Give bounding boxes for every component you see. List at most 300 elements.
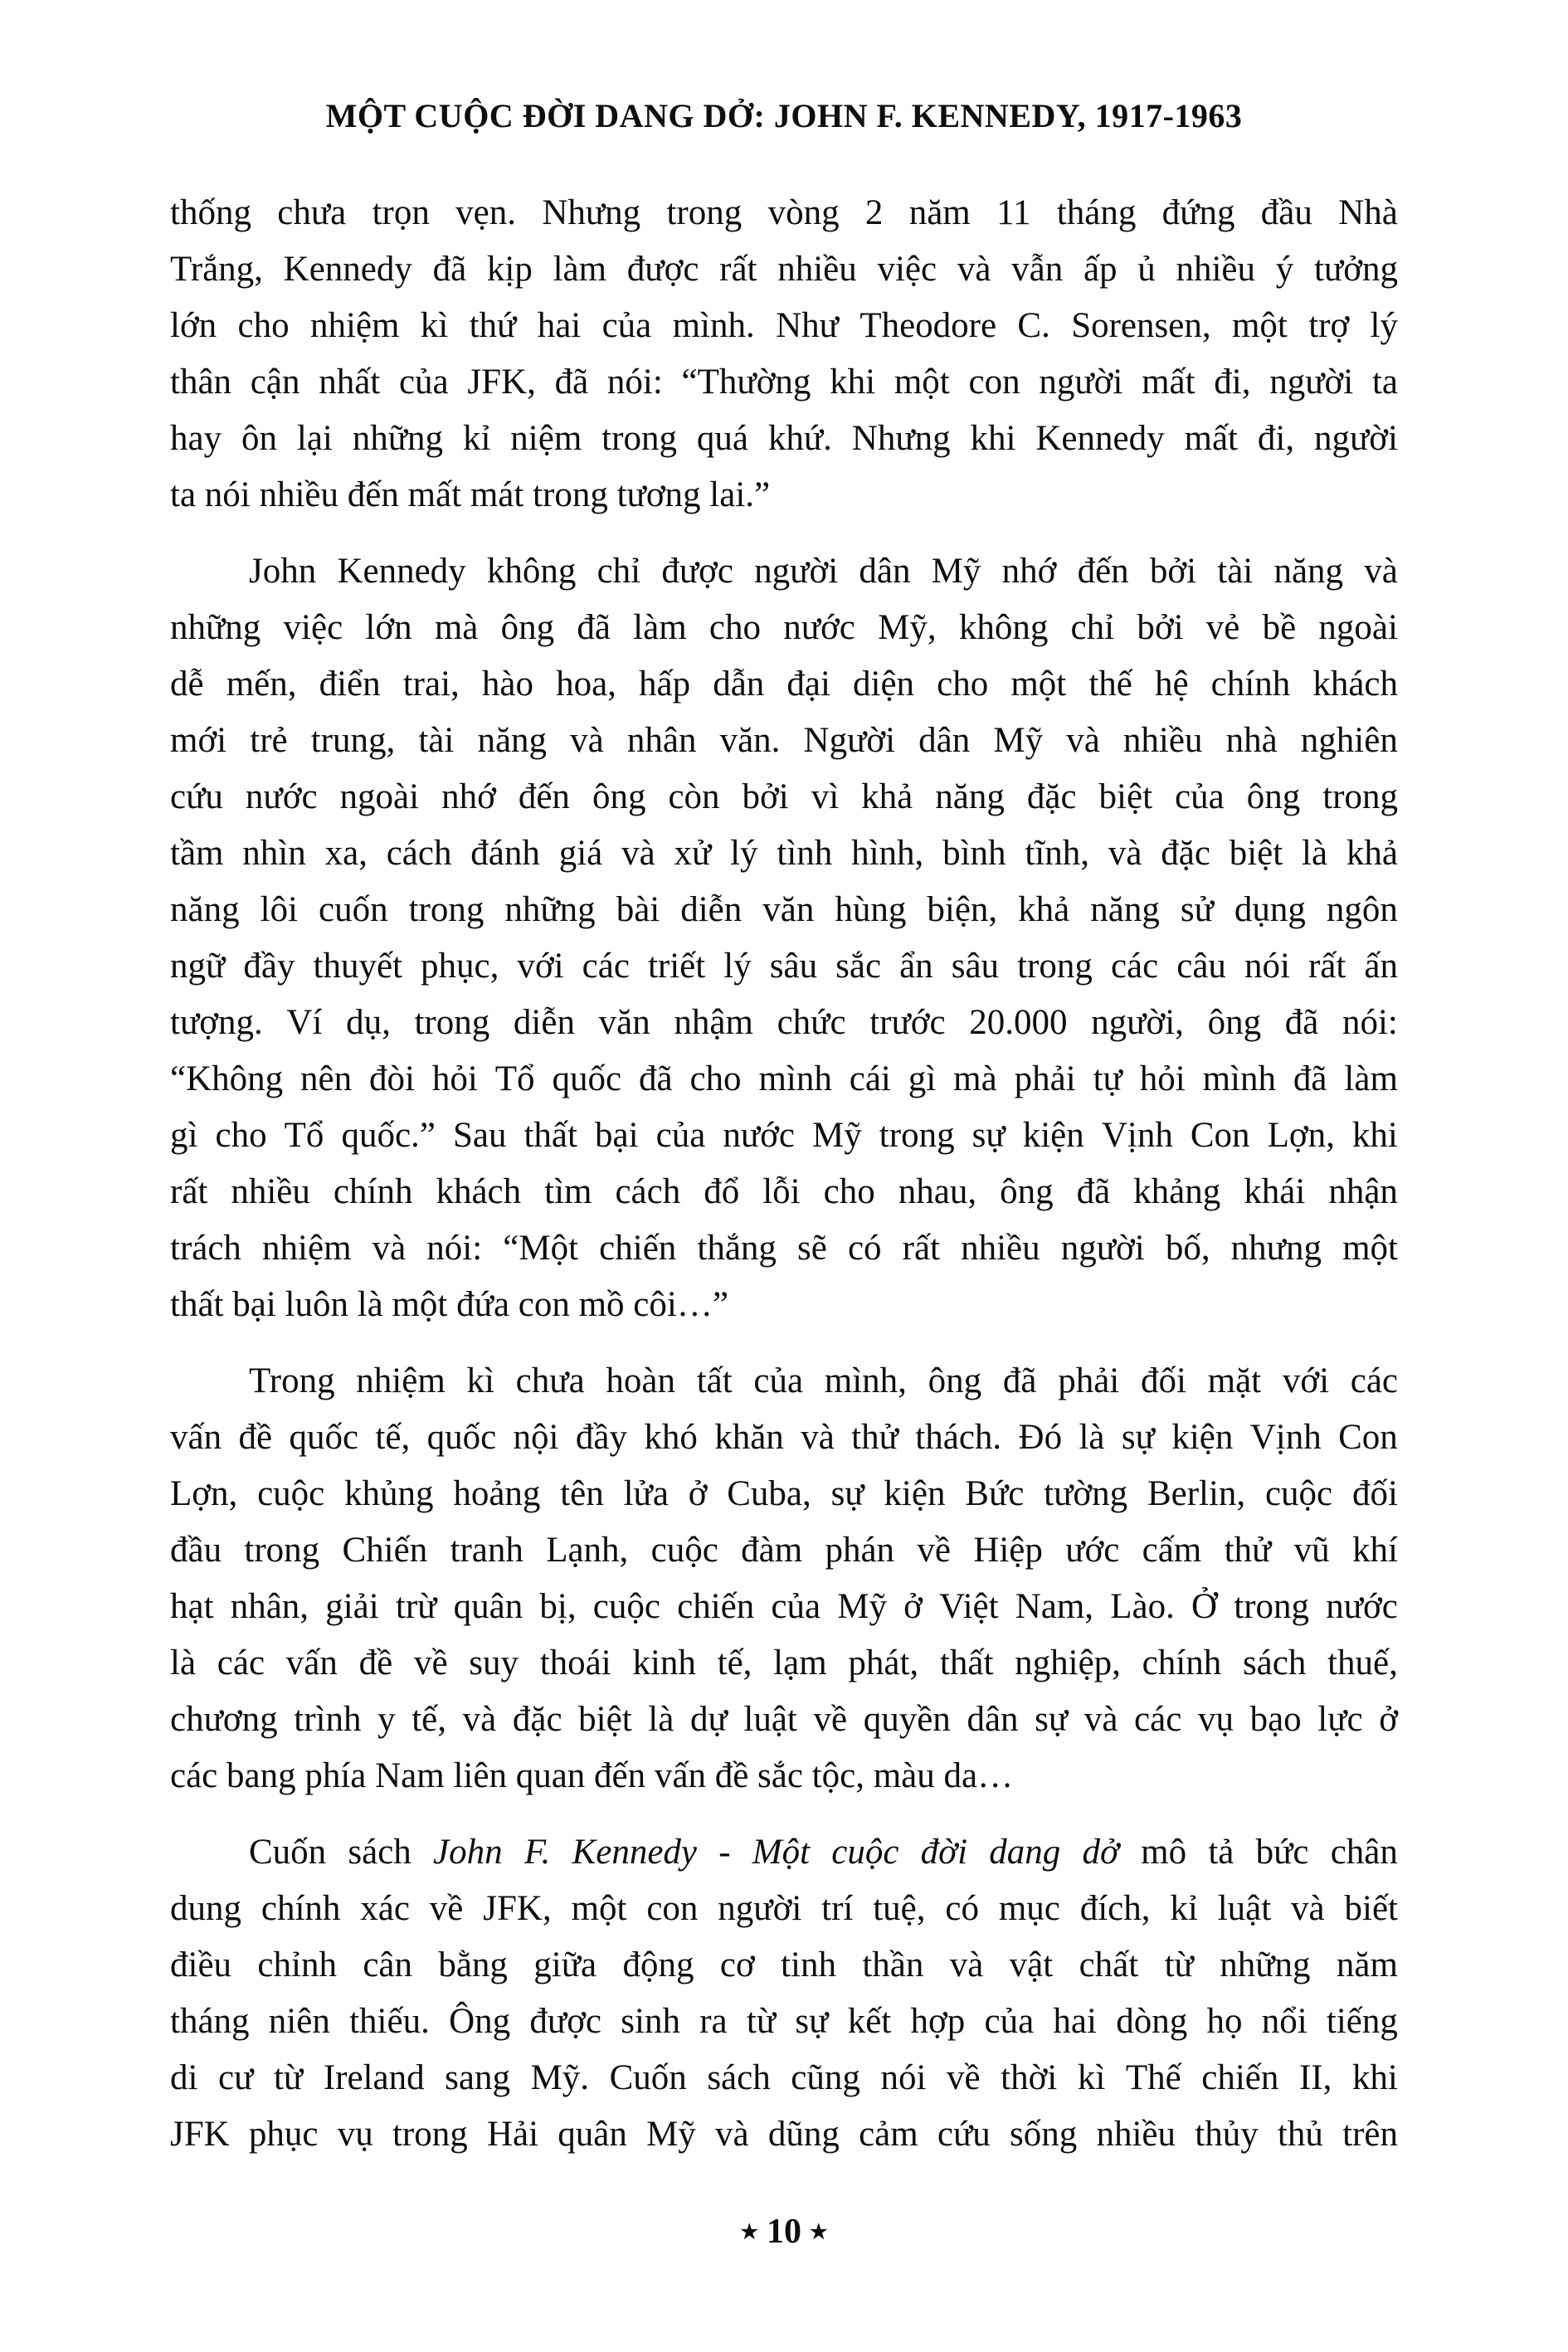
word: nhìn [242,834,306,873]
body-text [170,185,1398,2163]
word: sử [1180,890,1214,929]
word: biện, [927,890,998,929]
word: đối [1351,1474,1398,1513]
word: vật [1009,1945,1054,1984]
word: thủy [1195,2115,1259,2154]
word: nghiên [1300,721,1398,760]
word: di [170,2058,198,2097]
word: cận [250,363,300,402]
word: trong [392,2115,468,2154]
word: tế, [717,1643,752,1682]
word: thuyết [313,947,402,986]
text-line [170,825,1398,882]
word: cho [823,1172,875,1211]
word: kì [420,306,449,345]
text-line [170,1824,1398,1881]
word: đến [518,777,570,816]
word: trợ [1308,306,1350,345]
word: “Một [503,1229,579,1268]
text-line [170,354,1398,411]
word: Vịnh [1101,1116,1173,1155]
word: con [968,363,1020,402]
word: đổ [704,1172,740,1211]
word: tầm [170,834,224,873]
word: vụ [337,2115,373,2154]
word: chỉnh [257,1945,337,1984]
word: chính [261,1889,341,1928]
word: được [661,552,733,591]
word: Lợn, [170,1474,238,1513]
word: xa, [324,834,368,873]
word: tranh [450,1531,523,1570]
word: chiến [599,1229,677,1268]
word: xác [360,1889,410,1928]
word: của [1175,777,1225,816]
word: cho [215,1116,267,1155]
page-header-title: MỘT CUỘC ĐỜI DANG DỞ: JOHN F. KENNEDY, 1917-1963 [325,97,1243,134]
word: nhất [319,363,381,402]
word: Trong [249,1361,335,1400]
word: nhiệm [262,1229,352,1268]
word: là [1079,1418,1105,1457]
word: lớn [365,608,412,647]
word: Một [752,1833,811,1872]
word: gì [170,1116,198,1155]
word: dung [170,1889,241,1928]
word: chỉ [597,552,641,591]
word: kinh [632,1643,696,1682]
text-line [170,1635,1398,1692]
word: Kennedy [283,250,412,289]
text-line [170,1051,1398,1108]
word: Mỹ [646,2115,696,2154]
word: điều [170,1945,232,1984]
word: mà [953,1059,997,1098]
word: rất [1307,947,1346,986]
word: từ [746,2002,777,2041]
word: một [1010,665,1067,704]
word: bại [595,1116,639,1155]
word: dẫn [713,665,765,704]
word: năm [908,193,971,232]
word: khó [644,1418,698,1457]
word: mà [434,608,479,647]
word: tượng. [170,1003,263,1042]
word: hoa, [556,665,616,704]
word: dễ [170,665,204,704]
word: giữa [533,1945,597,1984]
word: sách [707,2058,771,2097]
word: rất [170,1172,208,1211]
word: thống [170,193,251,232]
word: họ [1206,2002,1243,2041]
word: bởi [1137,608,1184,647]
text-line [170,1220,1398,1277]
text-line [170,1881,1398,1937]
text-line [170,1579,1398,1635]
word: cái [849,1059,891,1098]
word: quốc [289,1418,359,1457]
word: thế [1088,665,1132,704]
word: những [1220,1945,1311,1984]
word: thắng [697,1229,777,1268]
word: trước [869,1003,946,1042]
word: từ [1164,1945,1194,1984]
word: trí [821,1889,854,1928]
word: sách [1242,1643,1307,1682]
word: nghiệp, [1015,1643,1121,1682]
word: Chiến [342,1531,428,1570]
text-line [170,656,1398,713]
word: chưa [515,1361,585,1400]
word: Ví [286,1003,323,1042]
word: sang [445,2058,510,2097]
word: phải [1058,1361,1120,1400]
word: những [504,890,596,929]
word: giải [325,1587,379,1626]
word: ước [1065,1531,1120,1570]
word: kịp [486,250,533,289]
text-line [170,411,1398,467]
word: là [1302,834,1328,873]
word: động [622,1945,694,1984]
word: khách [436,1172,522,1211]
word: ta [1371,363,1398,402]
word: đầu [170,1531,222,1570]
word: bằng [438,1945,508,1984]
word: mất [1142,363,1195,402]
word: Vịnh [1249,1418,1322,1457]
text-line [170,713,1398,769]
word: nhiều [1096,2115,1176,2154]
word: chức [777,1003,846,1042]
word: bị, [539,1587,577,1626]
word: đề [358,1643,393,1682]
word: chiến [677,1587,755,1626]
word: Berlin, [1147,1474,1246,1513]
word: luật [743,1700,797,1739]
word: quốc [426,1418,497,1457]
word: bức [1255,1833,1309,1872]
text-line [170,882,1398,938]
word: đã [432,250,467,289]
word: không [486,552,577,591]
word: khả [1018,890,1070,929]
word: trong [666,193,743,232]
word: trong [879,1116,955,1155]
word: hấp [639,665,691,704]
word: nhau, [898,1172,977,1211]
word: vẻ [1205,608,1240,647]
word: trong [1234,1587,1310,1626]
word: trong [244,1531,320,1570]
word: sự [971,1116,1006,1155]
word: cho [937,665,989,704]
text-line [170,1748,1398,1804]
word: dân [967,1700,1019,1739]
word: dân [918,721,971,760]
word: hai [537,306,582,345]
word: đại [786,665,830,704]
word: tự [1093,1059,1122,1098]
word: luật [1217,1889,1272,1928]
text-segment: thất bại luôn là một đứa con mồ côi…” [170,1285,728,1324]
word: đàm [741,1531,803,1570]
word: biệt [578,1700,632,1739]
word: vụ [1197,1700,1234,1739]
word: dự [689,1700,728,1739]
word: Tổ [284,1116,324,1155]
word: kết [847,2002,892,2041]
word: là [170,1643,197,1682]
word: của [601,306,652,345]
text-line [170,543,1398,600]
word: trọn [372,193,430,232]
word: Nhưng [542,193,641,232]
word: với [517,947,564,986]
word: Ở [1191,1587,1218,1626]
word: cơ [719,1945,755,1984]
text-line [170,2050,1398,2106]
word: đã [1002,1361,1037,1400]
word: văn. [719,721,781,760]
word: văn [598,1003,650,1042]
word: “Thường [681,363,811,402]
word: đến [1077,552,1129,591]
word: tài [1217,552,1254,591]
word: mình [758,1059,832,1098]
word: về [813,1700,848,1739]
word: phán [825,1531,895,1570]
word: quốc.” [341,1116,436,1155]
word: nhiều [1176,250,1256,289]
word: ủ [1137,250,1156,289]
word: sâu [951,947,1000,986]
word: lớn [170,306,217,345]
word: y [377,1700,396,1739]
word: mình, [824,1361,907,1400]
word: thuế, [1327,1643,1398,1682]
word: John [433,1833,503,1872]
word: nhân, [230,1587,309,1626]
word: các [1134,1700,1182,1739]
word: đầy [575,1418,627,1457]
word: không [958,608,1049,647]
text-line [170,938,1398,995]
word: những [170,608,261,647]
word: cũng [791,2058,860,2097]
word: và [372,1229,407,1268]
word: nhân [626,721,697,760]
word: nói [880,2058,927,2097]
word: vẹn. [455,193,516,232]
word: sách [348,1833,411,1872]
word: chính [1210,665,1291,704]
word: bởi [1149,552,1197,591]
word: đòi [369,1059,415,1098]
word: người, [1091,1003,1184,1042]
word: phục, [421,947,499,986]
word: trẻ [250,721,288,760]
word: nội [513,1418,559,1457]
word: đối [1140,1361,1186,1400]
word: cấm [1142,1531,1202,1570]
word: bởi [742,777,789,816]
word: Tổ [494,1059,535,1098]
word: nói [1244,947,1290,986]
word: hạt [170,1587,214,1626]
word: năng [477,721,548,760]
word: khái [1244,1172,1306,1211]
word: phát, [848,1643,919,1682]
word: Mỹ [993,721,1044,760]
word: Cuốn [249,1833,327,1872]
word: quá [696,419,748,458]
word: chương [170,1700,278,1739]
word: chưa [277,193,347,232]
word: dòng [1116,2002,1188,2041]
word: rất [719,250,757,289]
word: thủ [1277,2115,1323,2154]
word: kì [466,1361,494,1400]
word: sự [795,2002,829,2041]
word: giá [558,834,603,873]
word: quyền [863,1700,951,1739]
word: kiện [1171,1418,1234,1457]
word: chính [1142,1643,1222,1682]
word: cứu [937,2115,991,2154]
word: tháng [170,2002,250,2041]
word: cuộc [831,1833,899,1872]
word: còn [668,777,720,816]
word: chính [333,1172,413,1211]
word: thiếu. [349,2002,430,2041]
page-number: 10 [767,2213,801,2251]
word: lực [1317,1700,1363,1739]
word: khả [861,777,913,816]
word: việc [283,608,343,647]
word: tuệ, [873,1889,926,1928]
word: các [217,1643,265,1682]
word: niệm [510,419,582,458]
word: ở [1379,1700,1398,1739]
word: Đó [1018,1418,1063,1457]
word: tinh [781,1945,836,1984]
word: dũng [767,2115,840,2154]
word: tiếng [1326,2002,1398,2041]
word: khứ. [767,419,832,458]
word: trung, [310,721,396,760]
word: Sorensen, [1071,306,1211,345]
word: lý [1370,306,1398,345]
word: người [1313,419,1398,458]
word: sẽ [797,1229,827,1268]
word: Lợn, [1267,1116,1335,1155]
word: lý [723,947,752,986]
word: ông [928,1361,982,1400]
word: kiện [1022,1116,1084,1155]
word: điển [319,665,381,704]
word: đầu [1260,193,1312,232]
word: phục [248,2115,319,2154]
word: cách [615,1172,681,1211]
word: nói: [1342,1003,1398,1042]
text-line [170,1994,1398,2050]
text-line [170,298,1398,354]
word: hỏi [431,1059,478,1098]
word: Mỹ [812,1116,862,1155]
word: nước [783,608,855,647]
word: tình [777,834,833,873]
word: và [462,1700,497,1739]
word: người [1269,363,1354,402]
word: Con [1190,1116,1250,1155]
word: sinh [621,2002,680,2041]
word: trách [170,1229,241,1268]
word: thất [939,1643,994,1682]
word: quân [558,2115,627,2154]
word: ông [1207,1003,1262,1042]
word: là [648,1700,674,1739]
word: 11 [996,193,1031,232]
word: khăn [714,1418,784,1457]
word: vòng [767,193,840,232]
word: bề [1262,608,1297,647]
word: chỉ [1070,608,1115,647]
word: được [626,250,699,289]
word: hoàn [606,1361,675,1400]
word: khách [1312,665,1398,704]
word: ngoài [339,777,420,816]
word: đặc [1161,834,1210,873]
word: đã [1293,1059,1327,1098]
word: nhậm [674,1003,753,1042]
text-line [170,1692,1398,1748]
word: và [957,250,991,289]
word: Bức [965,1474,1025,1513]
word: dang [989,1833,1061,1872]
word: đứng [1161,193,1235,232]
word: ý [1275,250,1294,289]
word: II, [1298,2058,1332,2097]
word: JFK, [467,363,536,402]
word: Nhà [1338,193,1398,232]
word: tài [418,721,455,760]
word: lửa [623,1474,669,1513]
word: Sau [452,1116,507,1155]
word: kỉ [1170,1889,1198,1928]
word: đánh [470,834,540,873]
word: đi, [1214,363,1251,402]
word: thử [1224,1531,1272,1570]
word: ngôn [1326,890,1398,929]
word: ngữ [170,947,226,986]
word: Kennedy [337,552,466,591]
word: bài [616,890,660,929]
word: cuốn [319,890,388,929]
word: năng [1090,890,1160,929]
word: một [1231,306,1288,345]
word: lạm [773,1643,827,1682]
word: về [946,2058,981,2097]
word: có [945,1889,979,1928]
word: sự [1035,1700,1069,1739]
word: hai [1053,2002,1097,2041]
word: diễn [513,1003,575,1042]
word: ấp [1083,250,1118,289]
word: hợp [910,2002,966,2041]
word: của [771,1587,821,1626]
